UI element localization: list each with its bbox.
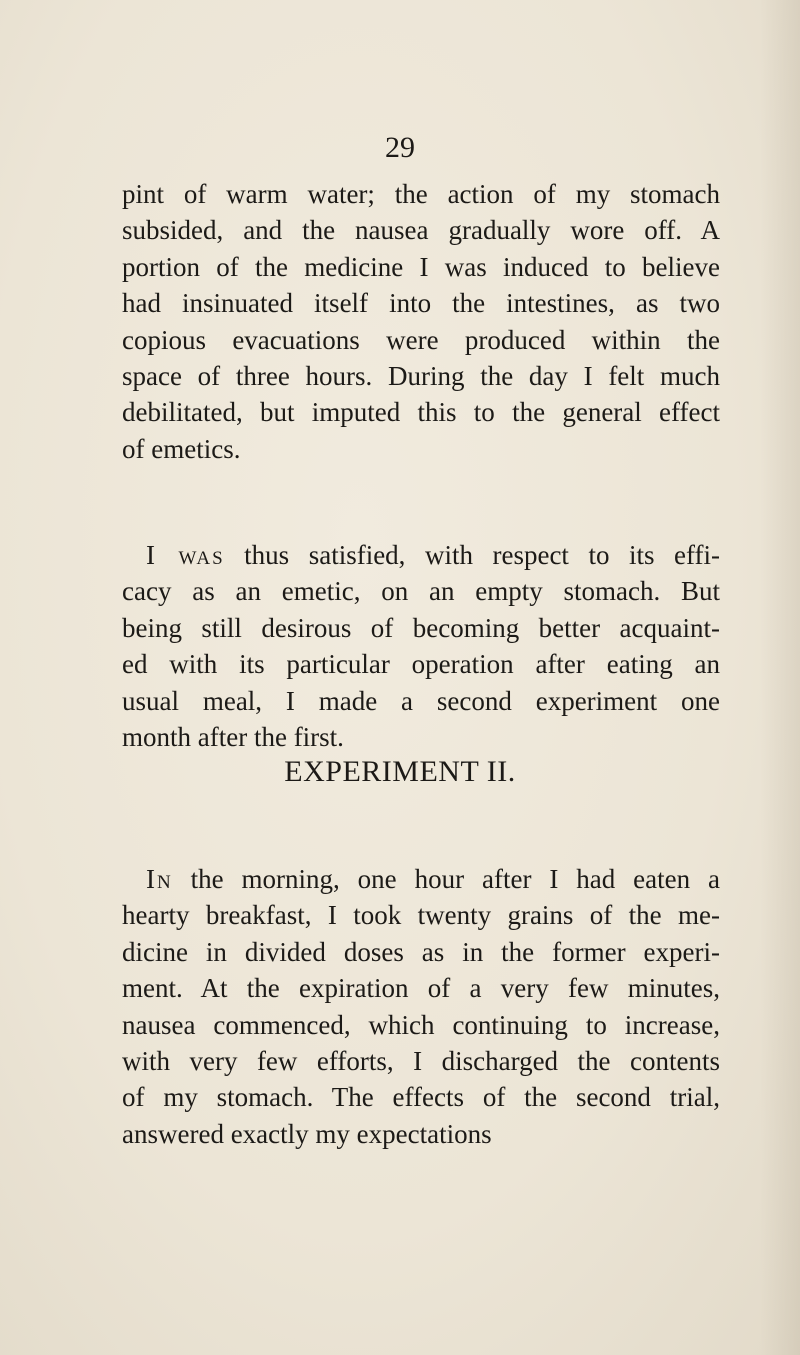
paragraph-line: debilitated, but imputed this to the general effect	[122, 397, 720, 428]
paragraph-line: pint of warm water; the action of my stomach	[122, 179, 720, 209]
paragraph-line: subsided, and the nausea gradually wore off. A	[122, 215, 720, 246]
paragraph-line: hearty breakfast, I took twenty grains of the me-	[122, 900, 720, 931]
paragraph-line: copious evacuations were produced within the	[122, 324, 720, 355]
paragraph-2	[122, 537, 720, 755]
paragraph-line: with very few efforts, I discharged the contents	[122, 1045, 720, 1076]
paragraph-line: of emetics.	[122, 433, 241, 464]
paragraph-first-line	[122, 861, 720, 897]
first-line-text: the morning, one hour after I had eaten a	[172, 864, 720, 894]
paragraph-first-line	[122, 537, 720, 573]
paragraph-line: ment. At the expiration of a very few minutes,	[122, 973, 720, 1004]
drop-lead: I was	[146, 540, 225, 570]
paragraph-line: answered exactly my expectations	[122, 1118, 492, 1149]
paragraph-line: month after the first.	[122, 721, 344, 752]
paragraph-line: space of three hours. During the day I felt much	[122, 360, 720, 391]
page-edge-shadow	[760, 0, 800, 1355]
paragraph-line: dicine in divided doses as in the former experi-	[122, 936, 720, 967]
paragraph-line: had insinuated itself into the intestines, as two	[122, 288, 720, 319]
paragraph-line: being still desirous of becoming better acquaint-	[122, 612, 720, 643]
paragraph-line: ed with its particular operation after eating an	[122, 649, 720, 680]
drop-lead: In	[146, 864, 173, 894]
paragraph-3	[122, 861, 720, 1152]
section-heading: EXPERIMENT II.	[284, 755, 516, 788]
page-number: 29	[385, 131, 415, 164]
paragraph-line: portion of the medicine I was induced to believe	[122, 251, 720, 282]
paragraph-1	[122, 176, 720, 467]
first-line-text: thus satisfied, with respect to its effi-	[224, 540, 720, 570]
paragraph-line: of my stomach. The effects of the second trial,	[122, 1082, 720, 1113]
paragraph-line: cacy as an emetic, on an empty stomach. But	[122, 576, 720, 607]
paragraph-line: usual meal, I made a second experiment one	[122, 685, 720, 716]
paragraph-line: nausea commenced, which continuing to increase,	[122, 1009, 720, 1040]
